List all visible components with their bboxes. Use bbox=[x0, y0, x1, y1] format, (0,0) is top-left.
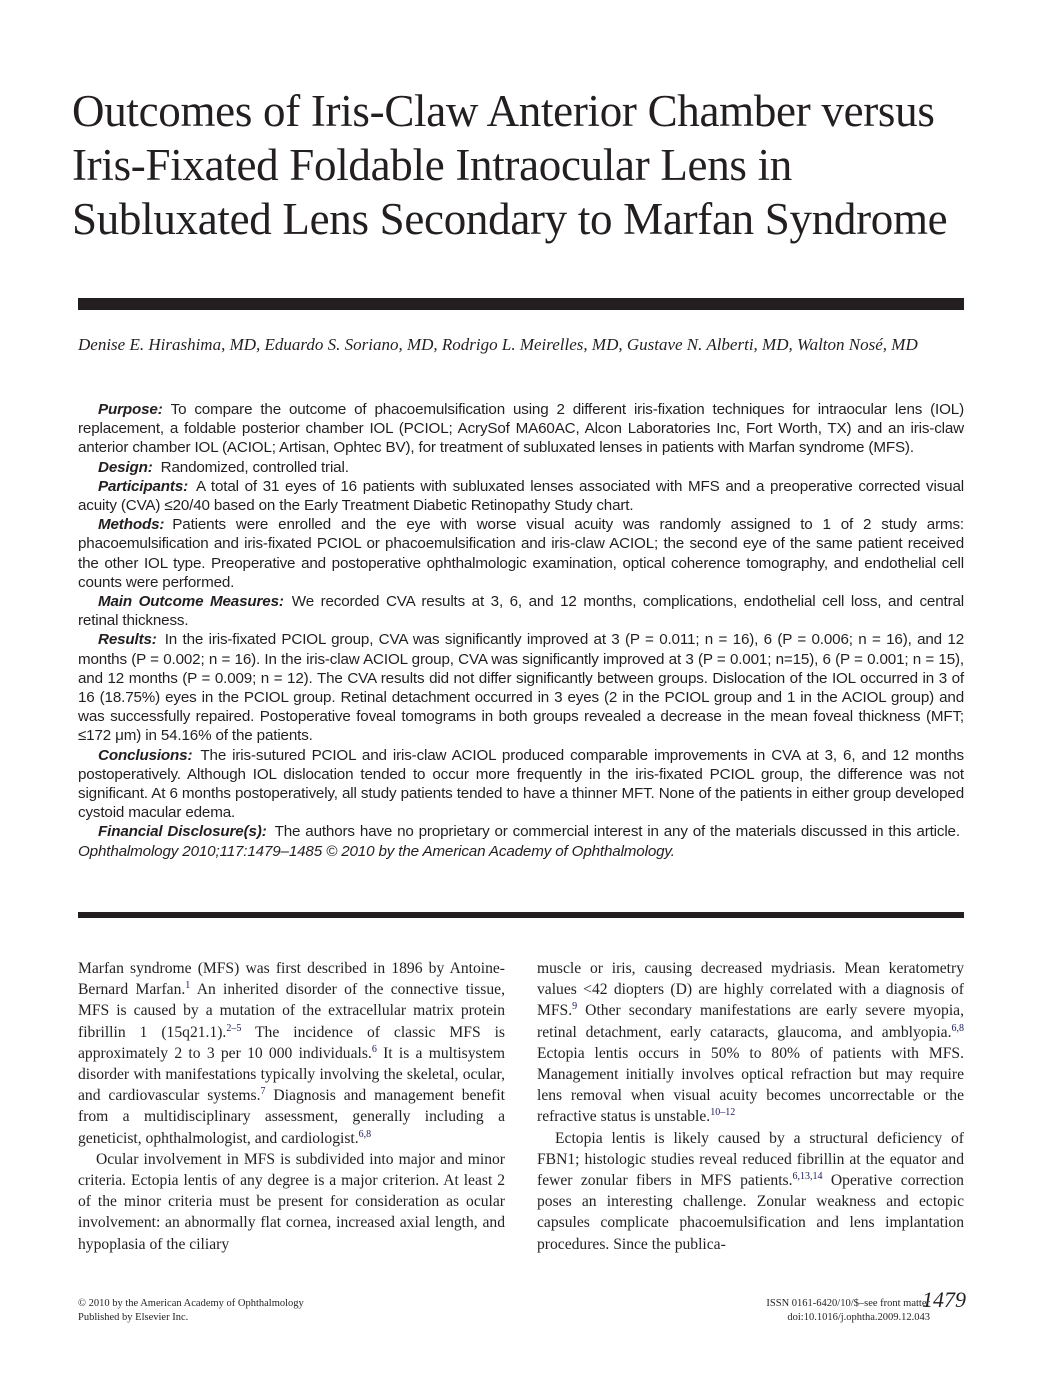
copyright-notice: © 2010 by the American Academy of Ophthalmology bbox=[78, 1298, 304, 1309]
body-text: Diagnosis and management benefit from a multidisciplinary assessment, generally including a geneticist, ophthalmologist, and cardiologist. bbox=[78, 1087, 505, 1147]
abstract-conclusions-text: The iris-sutured PCIOL and iris-claw ACIOL produced comparable improvements in CVA at 3, 6, and 12 months postoperatively. Although IOL dislocation tended to occur more frequently in the iris-fixated PCIOL group, the difference was not significant. At 6 months postoperatively, all study patients tended to have a thinner MFT. None of the patients in either group developed cystoid macular edema. bbox=[78, 746, 964, 822]
reference-link[interactable]: 7 bbox=[260, 1086, 266, 1098]
abstract-purpose-label: Purpose: bbox=[98, 401, 163, 418]
page-number: 1479 bbox=[922, 1287, 966, 1312]
abstract-conclusions-label: Conclusions: bbox=[98, 746, 193, 764]
footer-identifiers bbox=[766, 1297, 930, 1325]
body-text: Marfan syndrome (MFS) was first described in 1896 by Antoine-Bernard Marfan. bbox=[78, 960, 505, 999]
body-text: Ectopia lentis occurs in 50% to 80% of patients with MFS. Management initially involves optical refraction but may require lens removal when visual acuity becomes uncorrectable or the refractive status is unstable. bbox=[537, 1044, 964, 1126]
abstract bbox=[78, 400, 964, 861]
body-text: muscle or iris, causing decreased mydriasis. Mean keratometry values <42 diopters (D) are highly correlated with a diagnosis of MFS. bbox=[537, 960, 964, 1020]
body-text: Ectopia lentis is likely caused by a structural deficiency of FBN1; histologic studies reveal reduced fibrillin at the equator and fewer zonular fibers in MFS patients. bbox=[537, 1129, 964, 1190]
body-text: An inherited disorder of the connective tissue, MFS is caused by a mutation of the extracellular matrix protein fibrillin 1 (15q21.1). bbox=[78, 981, 505, 1041]
reference-link[interactable]: 6,13,14 bbox=[792, 1171, 823, 1183]
body-column-left bbox=[78, 958, 505, 1255]
reference-link[interactable]: 6,8 bbox=[951, 1022, 964, 1034]
body-text: Other secondary manifestations are early severe myopia, retinal detachment, early cataracts, glaucoma, and amblyopia. bbox=[537, 1002, 964, 1041]
title-rule-divider bbox=[78, 298, 964, 310]
reference-link[interactable]: 6 bbox=[371, 1043, 377, 1055]
abstract-disclosure-text: The authors have no proprietary or commercial interest in any of the materials discussed in this article. bbox=[274, 823, 960, 841]
body-paragraph bbox=[537, 1128, 964, 1255]
abstract-results bbox=[78, 630, 964, 745]
abstract-participants bbox=[78, 477, 964, 515]
publisher-name: Published by Elsevier Inc. bbox=[78, 1312, 189, 1323]
abstract-methods bbox=[78, 515, 964, 592]
abstract-participants-text: A total of 31 eyes of 16 patients with subluxated lenses associated with MFS and a preoperative corrected visual acuity (CVA) ≤20/40 based on the Early Treatment Diabetic Retinopathy Study chart. bbox=[78, 477, 964, 515]
body-text: Operative correction poses an interesting challenge. Zonular weakness and ectopic capsules complicate phacoemulsification and lens implantation procedures. Since the publica- bbox=[537, 1172, 964, 1253]
abstract-design-text: Randomized, controlled trial. bbox=[160, 458, 349, 476]
reference-link[interactable]: 9 bbox=[572, 1001, 578, 1013]
doi-link[interactable]: doi:10.1016/j.ophtha.2009.12.043 bbox=[787, 1312, 930, 1323]
abstract-conclusions bbox=[78, 746, 964, 823]
reference-link[interactable]: 6,8 bbox=[358, 1128, 372, 1140]
abstract-purpose bbox=[78, 400, 964, 458]
abstract-participants-label: Participants: bbox=[98, 477, 189, 495]
article-title: Outcomes of Iris-Claw Anterior Chamber versus Iris-Fixated Foldable Intraocular Lens in Subluxated Lens Secondary to Marfan Syndrome bbox=[72, 86, 948, 244]
body-column-right bbox=[537, 958, 964, 1255]
abstract-results-text: In the iris-fixated PCIOL group, CVA was significantly improved at 3 (P = 0.011; n = 16), 6 (P = 0.006; n = 16), and 12 months (P = 0.002; n = 16). In the iris-claw ACIOL group, CVA was significantly improved at 3 (P = 0.001; n=15), 6 (P = 0.001; n = 15), and 12 months (P = 0.009; n = 12). The CVA results did not differ significantly between groups. Dislocation of the IOL occurred in 3 of 16 (18.75%) eyes in the PCIOL group. Retinal detachment occurred in 3 eyes (2 in the PCIOL group and 1 in the ACIOL group) and was successfully repaired. Postoperative foveal tomograms in both groups revealed a decrease in the mean foveal thickness (MFT; ≤172 μm) in 54.16% of the patients. bbox=[78, 631, 964, 745]
reference-link[interactable]: 1 bbox=[185, 980, 191, 992]
reference-link[interactable]: 2–5 bbox=[226, 1022, 242, 1034]
author-list: Denise E. Hirashima, MD, Eduardo S. Soriano, MD, Rodrigo L. Meirelles, MD, Gustave N. Alberti, MD, Walton Nosé, MD bbox=[78, 335, 918, 354]
journal-citation: Ophthalmology 2010;117:1479–1485 © 2010 by the American Academy of Ophthalmology. bbox=[78, 842, 675, 860]
abstract-disclosure bbox=[78, 822, 964, 860]
body-text: The incidence of classic MFS is approximately 2 to 3 per 10 000 individuals. bbox=[78, 1023, 506, 1062]
body-paragraph bbox=[537, 958, 964, 1128]
abstract-design-label: Design: bbox=[98, 458, 153, 476]
body-text: It is a multisystem disorder with manifestations typically involving the skeletal, ocular, and cardiovascular systems. bbox=[78, 1044, 505, 1105]
body-paragraph bbox=[78, 958, 505, 1149]
abstract-main-outcome-label: Main Outcome Measures: bbox=[98, 593, 284, 611]
issn: ISSN 0161-6420/10/$–see front matter bbox=[766, 1298, 930, 1309]
footer-publisher-info bbox=[78, 1297, 304, 1325]
abstract-rule-divider bbox=[78, 912, 964, 918]
abstract-methods-label: Methods: bbox=[98, 516, 165, 534]
abstract-results-label: Results: bbox=[98, 631, 157, 649]
body-paragraph: Ocular involvement in MFS is subdivided into major and minor criteria. Ectopia lentis of any degree is a major criterion. At least 2 of the minor criteria must be present for consideration as ocular involvement: an abnormally flat cornea, increased axial length, and hypoplasia of the ciliary bbox=[78, 1150, 505, 1253]
abstract-methods-text: Patients were enrolled and the eye with worse visual acuity was randomly assigned to 1 of 2 study arms: phacoemulsification and iris-fixated PCIOL or phacoemulsification and iris-claw ACIOL; the second eye of the same patient received the other IOL type. Preoperative and postoperative ophthalmologic examination, optical coherence tomography, and endothelial cell counts were performed. bbox=[78, 516, 964, 591]
abstract-design bbox=[78, 458, 964, 477]
abstract-main-outcome bbox=[78, 592, 964, 630]
abstract-disclosure-label: Financial Disclosure(s): bbox=[98, 823, 267, 841]
abstract-main-outcome-text: We recorded CVA results at 3, 6, and 12 months, complications, endothelial cell loss, and central retinal thickness. bbox=[78, 593, 965, 630]
abstract-purpose-text: To compare the outcome of phacoemulsification using 2 different iris-fixation techniques for intraocular lens (IOL) replacement, a foldable posterior chamber IOL (PCIOL; AcrySof MA60AC, Alcon Laboratories Inc, Fort Worth, TX) and an iris-claw anterior chamber IOL (ACIOL; Artisan, Ophtec BV), for treatment of subluxated lenses in patients with Marfan syndrome (MFS). bbox=[78, 401, 964, 457]
reference-link[interactable]: 10–12 bbox=[710, 1107, 736, 1119]
